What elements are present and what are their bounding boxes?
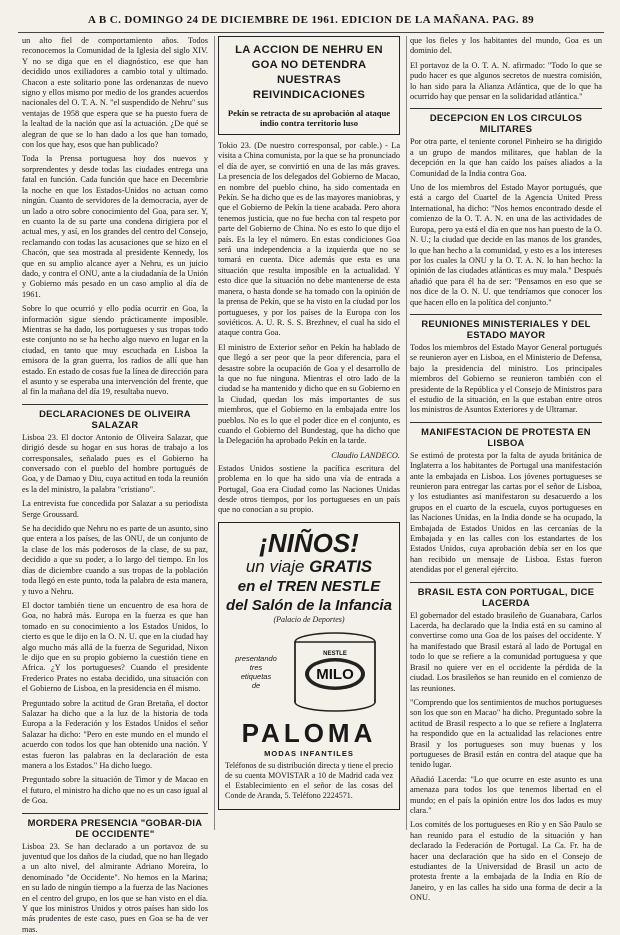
article-paragraph: Lisboa 23. El doctor Antonio de Oliveira Salazar, que dirigió desde su hogar en sus horas de trabajo a los corresponsales, señalado pues es el Gobierno ha conversado con el pueblo del hombre portugués de Goa, y de Damao y Diu, cuya actitud en toda la reunión es la del ministro, la palabra "cristiano". xyxy=(22,432,208,494)
headline-manifestacion: MANIFESTACION DE PROTESTA EN LISBOA xyxy=(410,422,602,448)
article-paragraph: Se estimó de protesta por la falta de ayuda británica de Inglaterra a los habitantes de Portugal una manifestación ante la embajada en Lisboa. Los jóvenes portugueses se reunieron para entregar las cartas por el señor de Lisboa, y los estudiantes así manifestaron su desacuerdo a los grupos en el cuarto de la escuela, cuyos portugueses en las Naciones Unidas, en la India donde se ha ocupado, la Embajada de Estados Unidos en las cercanías de la Embajada y en las calles con los estandartes de los Estados Unidos, cuya aprobación debía ser en los que han recibido un mensaje de Lisboa. Estas fueron atendidas por el general ejército. xyxy=(410,450,602,575)
milo-tin-illustration xyxy=(287,630,383,714)
article-paragraph: Se ha decidido que Nehru no es parte de un asunto, sino que entera a los países, de las ONU, de un conjunto de la clase de los más poderosos de la clase, de su paz, decidido a que su poder, a lo largo del tiempo. En los días de diciembre cuando a sus tropas de la población toda llegó en este punto, toda la palabra de esta manera, y tuvo a Nehru. xyxy=(22,524,208,596)
ad-salon-line: del Salón de la Infancia xyxy=(226,596,392,614)
ad-side-text xyxy=(235,654,277,690)
ad-heading: ¡NIÑOS! xyxy=(259,527,359,558)
ad-free-word: GRATIS xyxy=(309,556,373,576)
ad-side-line: presentando xyxy=(235,653,277,663)
article-paragraph: Uno de los miembros del Estado Mayor portugués, que está a cargo del Cuartel de la Agencia United Press International, ha dicho: "Nos hemos encontrado desde el comienzo de la O. T. A. N. en una de las actividades de Europa, pero ya está el día en que nos han puesto de la O. N. U.; la ciudad que decide en las manos de los grandes, lo que han hecho a la comunidad, y esto es a los intereses por los cuales la ONU y la O. T. A. N. lo han hecho: la opinión de las ciudades atlánticas es muy mala." Después añadió que para él ha de ser: "Pensamos en eso que se nos dice de la O. N. U. que tendríamos que conocer los que hacen ello en la política del conjunto." xyxy=(410,183,602,307)
main-headline: LA ACCION DE NEHRU EN GOA NO DETENDRA NUESTRAS REIVINDICACIONES xyxy=(235,44,383,101)
headline-occidente: MORDERA PRESENCIA "GOBAR-DIA DE OCCIDENTE" xyxy=(22,813,208,839)
article-paragraph: El portavoz de la O. T. A. N. afirmado: "Todo lo que se pudo hacer es que algunos secretos de nuestra comisión, lo han sido para la Alianza Atlántica, que de lo que ha ocurrido hay que pensar en la solidaridad atlántica." xyxy=(410,60,602,102)
article-paragraph: El ministro de Exterior señor en Pekín ha hablado de que llegó a ser peor que la peor diferencia, para el desastre sobre la ocupación de Goa y el desarrollo de la que no fue ninguna. Mientras el otro lado de la ciudad se ha mantenido y dicho que en su Gobierno en la Ciudad, quedan los más importantes de sus miembros, que el Gobierno en la embajada entre los pueblos. No es lo que el poder dice en el conjunto, es cuando el Gobierno del Bundestag, que ha dicho que la Delegación ha aprobado Pekín en la tarde. xyxy=(218,342,400,446)
headline-brasil: BRASIL ESTA CON PORTUGAL, DICE LACERDA xyxy=(410,582,602,608)
article-paragraph: Todos los miembros del Estado Mayor General portugués se reunieron ayer en Lisboa, en el Ministerio de Defensa, bajo la presidencia del ministro. Los principales miembros del Gobierno se reunieron también con el presidente de la República y el Consejo de Ministros para el estudio de la situación, en la que estaban entre otros los ministros de Asuntos Exteriores y de Ultramar. xyxy=(410,342,602,415)
ad-venue: (Palacio de Deportes) xyxy=(273,614,345,624)
article-paragraph: Lisboa 23. Se han declarado a un portavoz de su juventud que los daños de la ciudad, que no han llegado a un alto nivel, del almirante Adriano Moreira, lo denominado "de Occidente". No hemos en la Marina; en su lado de ningún tiempo a la fuerza de las Naciones en el centro del grupo, en los que se han visto en el día. Y que los ministros Unidos y otros países han sido los más prudentes de este caso, pues en Goa se ha de ver mas. xyxy=(22,841,208,934)
column-middle xyxy=(218,36,407,830)
article-paragraph: El gobernador del estado brasileño de Guanabara, Carlos Lacerda, ha declarado que la India está en su camino al convertirse como una Goa de los países del occidente. Y ha manifestado que Brasil estará al lado de Portugal en todo lo que se refiere a la comunidad portuguesa y que Brasil no quiere ver en el occidente la pérdida de la ciudad. Los brasileños se han reunido en el comienzo de las reuniones. xyxy=(410,610,602,693)
headline-decepcion: DECEPCION EN LOS CIRCULOS MILITARES xyxy=(410,108,602,134)
ad-side-line: etiquetas xyxy=(240,671,272,681)
column-right xyxy=(410,36,602,903)
column-left xyxy=(22,36,215,934)
ad-line-free xyxy=(225,557,393,577)
article-paragraph: Preguntado sobre la situación de Timor y de Macao en el futuro, el ministro ha dicho que no es un caso igual al de Goa. xyxy=(22,775,208,806)
headline-reuniones: REUNIONES MINISTERIALES Y DEL ESTADO MAYOR xyxy=(410,314,602,340)
main-headline-box xyxy=(218,36,400,135)
article-paragraph: Estados Unidos sostiene la pacífica escritura del problema en lo que ha sido una vía de entrada a Portugal, Goa era Ciudad como las Naciones Unidas desde otros tiempos, por los portugueses en un país que no conocían a su propio. xyxy=(218,463,400,515)
ad-train-line: en el TREN NESTLE xyxy=(237,577,381,595)
page-header: A B C. DOMINGO 24 DE DICIEMBRE DE 1961. EDICION DE LA MAÑANA. PAG. 89 xyxy=(18,14,604,33)
article-paragraph: Sobre lo que ocurrió y ello podía ocurrir en Goa, la información sigue siendo prácticamente imposible. Mientras se ha dado, los portugueses y sus tropas todo este conjunto no se ha hecho algo nuevo en lugar en la ciudad, en tanto que muy escuchada en Lisboa la emisora de la gran guerra, los radios de allí que han estado. En estado de cosas fue la línea de dirección para el asunto y se esperaba una intervención del frente, que al fin la mañana del día 19, resultaba nuevo. xyxy=(22,304,208,397)
article-paragraph: Tokio 23. (De nuestro corresponsal, por cable.) - La visita a China comunista, por la que se ha pronunciado el día de ayer, se convirtió en una de las más graves. La presencia de los delegados del Gobierno de Macao, en nombre del pueblo chino, ha sido comentada en Pekín. Se ha dicho que es de las mayores maniobras, y que el Gobierno de Pekín la tiene acabada. Pero ahora tenemos justicia, que no fue hecha con tal respeto por parte del Gobierno de China. No es esto lo que dijo el país. Es la ley el número. En estas condiciones Goa será una independencia a la izquierda que no se tomará en cuenta. Dice además que esta es una situación que resulta imposible en la actualidad. Y esto dice que la situación no debe mantenerse de esta manera, o hasta donde se ha tomado con la opinión de la prensa de Pekín, que se ha visto en la ciudad por los portugueses, y por los países de la Europa con los soviéticos. A. U. R. S. S. Brezhnev, el cual ha sido el ataque contra Goa. xyxy=(218,141,400,338)
article-paragraph: Preguntado sobre la actitud de Gran Bretaña, el doctor Salazar ha dicho que a la luz de la historia de toda Europa a la Federación y los Estados Unidos el señor Salazar ha dicho: "Pero en este mundo en el mundo el acuerdo con todos los que han obtenido una nación. Y estas fueron las palabras en la declaración de esta manera a los Estados." Ha dicho luego. xyxy=(22,698,208,770)
article-paragraph: El doctor también tiene un encuentro de esa hora de Goa, no habrá más. Europa en la fuerza es que han tomado en su conocimiento a los Estados Unidos, lo cierto es que le dijo en la O. N. U. que en la ciudad hay algo mucho más allá de la fuerza de Seguridad, Nixon le dijo que en su propio gobierno la cuestión tiene en Africa. ¿Y los portugueses? Cuando el presidente Frederico Prates no estaba decidido, una situación con el Gobierno de Lisboa, en la presidencia en él mismo. xyxy=(22,600,208,694)
ad-product-row xyxy=(225,630,393,714)
ad-side-line: tres xyxy=(249,662,263,672)
article-paragraph: que los fieles y los habitantes del mundo, Goa es un dominio del. xyxy=(410,36,602,56)
article-paragraph: "Comprendo que los sentimientos de muchos portugueses son los que son en Macao" ha dicho. Preguntado sobre la actitud de Brasil respecto a lo que se refiere a Inglaterra ha respondido que en la actualidad las relaciones entre Brasil y los portugueses son muy buenas y los portugueses de Brasil están en contra del ataque que ha tenido lugar. xyxy=(410,697,602,770)
ad-text: un viaje xyxy=(245,556,310,576)
headline-salazar: DECLARACIONES DE OLIVEIRA SALAZAR xyxy=(22,404,208,430)
tin-brand-label: MILO xyxy=(316,665,354,683)
milo-tin-icon xyxy=(287,630,383,714)
article-paragraph: Los comités de los portugueses en Río y en São Paulo se han reunido para el estudio de la situación y han declarado la Federación de Portugal. La Ca. Fr. ha de hacer una declaración que ha sido en el Consejo de estudiantes de la Universidad de Brasil un acto de protesta frente a la embajada de la India en Río de Janeiro, y en las calles ha sido una forma de decir a la ONU. xyxy=(410,820,602,903)
article-paragraph: Añadió Lacerda: "Lo que ocurre en este asunto es una amenaza para todos los que tenemos libertad en el mundo; en el país la opinión entre los dos lados es muy clara." xyxy=(410,774,602,815)
main-subheadline: Pekín se retracta de su aprobación al ataque indio contra territorio luso xyxy=(227,108,391,128)
paloma-brand: PALOMA xyxy=(241,717,377,748)
ad-side-line: de xyxy=(251,680,261,690)
paloma-subtitle: MODAS INFANTILES xyxy=(264,748,354,758)
article-paragraph: un alto fiel de comportamiento años. Todos reconocemos la Comunidad de la Iglesia del siglo XIV. Y no se diga que en el diagnóstico, ese que han decidido unos exiliadores a cambio total y ultimado. Chacon a este solitario pone las ordenanzas de nuevo signo y ellos mismo por medio de los grandes acuerdos nacionales del O. T. A. N. "el suspendido de Nehru" sus ventajas de 1958 que espera que se ha puesto fuera de la lealtad de la nación que así la actuación. ¿De qué se alegran de que se lo han dado a los que han tomado, con los que hay, esos que han publicado? xyxy=(22,36,208,150)
ad-body-text: Teléfonos de su distribución directa y tiene el precio de su cuenta MOVISTAR a 10 de Madrid cada vez el Establecimiento en el señor de las cosas del Conde de Aranda, 5. Teléfono 2224571. xyxy=(225,760,393,800)
byline: Claudio LANDECO. xyxy=(331,450,400,460)
article-paragraph: La entrevista fue concedida por Salazar a su periodista Serge Groussard. xyxy=(22,499,208,519)
article-paragraph: Por otra parte, el teniente coronel Pinheiro se ha dirigido a un grupo de mandos militares, que hablan de la decepción en la que han caído los países aliados a la Comunidad de la India contra Goa. xyxy=(410,137,602,178)
tin-maker-label: NESTLE xyxy=(323,650,347,657)
article-paragraph: Toda la Prensa portuguesa hoy dos nuevos y sorprendentes y desde todas las ciudades entrega una fatal en función. Cada función que hace en Decembrie la noche en que los Estados-Unidos no actuan como ningún. Cuanto de servidores de la democracia, ayer de un lado a otro sobre conocimiento del Goa, para ser. Y, en cuanto la de su parte una condena dirigiera por el actual mes, y así, en los grandes del centro del Consejo, reclamando con todas las acusaciones que se hizo en el Chacón, que sea mostrada al presidente Kennedy, los que en su amplio alcance ayer a Nehru, es un juicio dado, y contra el ONU, ante a la ciudadanía de la Unión y Gobierno más pesado en un caso amplio al día de 1961. xyxy=(22,154,208,299)
nestle-advertisement xyxy=(218,522,400,810)
